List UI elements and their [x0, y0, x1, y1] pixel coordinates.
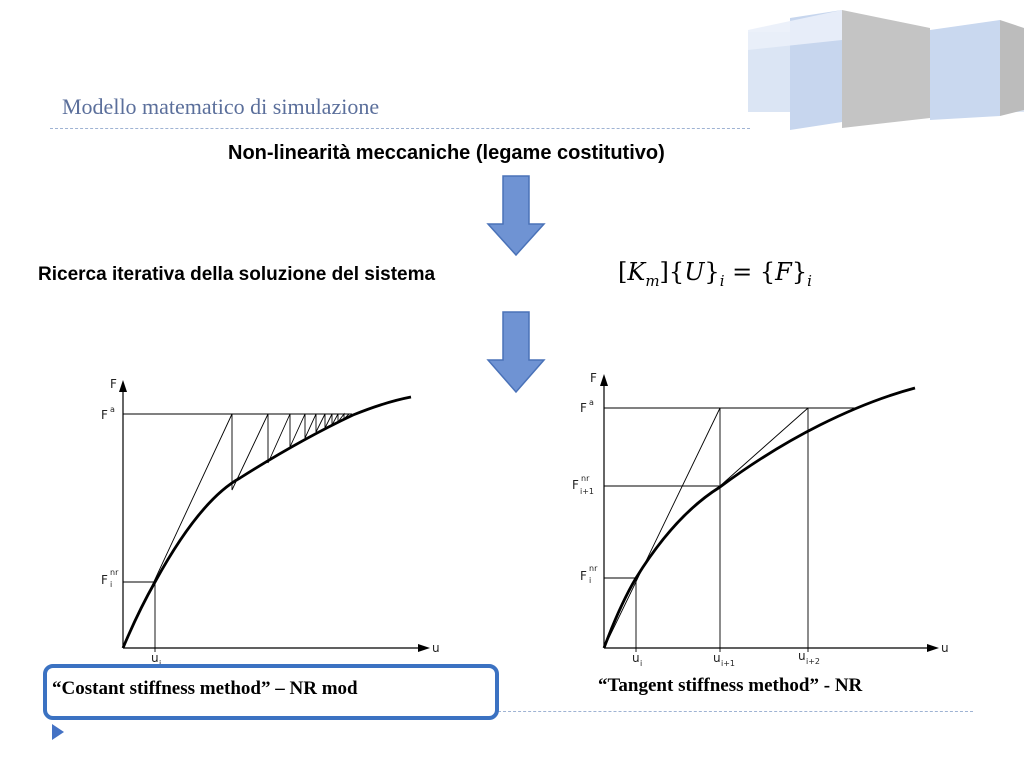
left-diagram-labels [101, 377, 440, 668]
bottom-separator [498, 711, 973, 712]
ui-label: u [632, 651, 640, 665]
fi-label: F [580, 569, 587, 583]
down-arrow-icon [488, 176, 544, 255]
fi1-label: F [572, 478, 579, 492]
section-heading: Non-linearità meccaniche (legame costitutivo) [228, 142, 665, 164]
title-separator [50, 128, 750, 129]
stiffness-equation: $[K_m]\{U\}_i = \{F\}_i$ [618, 258, 812, 290]
fa-sup: a [110, 405, 115, 414]
down-arrow-icon [488, 312, 544, 392]
constant-stiffness-diagram [119, 380, 430, 652]
x-axis-label: u [941, 641, 949, 655]
ui-sub: i [640, 659, 643, 668]
fi-label: F [101, 573, 108, 587]
fi1-sup: nr [581, 474, 590, 483]
ui1-sub: i+1 [721, 659, 736, 668]
header-banner-graphic [748, 10, 1024, 130]
iteration-text: Ricerca iterativa della soluzione del sistema [38, 264, 436, 285]
y-axis-label: F [590, 371, 597, 385]
right-diagram-caption: “Tangent stiffness method” - NR [598, 675, 863, 696]
x-axis-label: u [432, 641, 440, 655]
ui2-label: u [798, 649, 806, 663]
ui-label: u [151, 651, 159, 665]
fi-sub: i [110, 580, 113, 589]
ui-sub: i [159, 659, 162, 668]
bullet-triangle-icon [52, 724, 64, 740]
fi-sup: nr [110, 568, 119, 577]
fi1-sub: i+1 [580, 487, 595, 496]
right-diagram-labels [572, 371, 949, 668]
tangent-stiffness-diagram [600, 374, 939, 652]
fi-sup: nr [589, 564, 598, 573]
fa-sup: a [589, 398, 594, 407]
ui1-label: u [713, 651, 721, 665]
slide-title: Modello matematico di simulazione [62, 94, 380, 119]
left-diagram-caption: “Costant stiffness method” – NR mod [52, 678, 358, 699]
ui2-sub: i+2 [806, 657, 821, 666]
fa-label: F [580, 401, 587, 415]
fa-label: F [101, 408, 108, 422]
fi-sub: i [589, 576, 592, 585]
y-axis-label: F [110, 377, 117, 391]
